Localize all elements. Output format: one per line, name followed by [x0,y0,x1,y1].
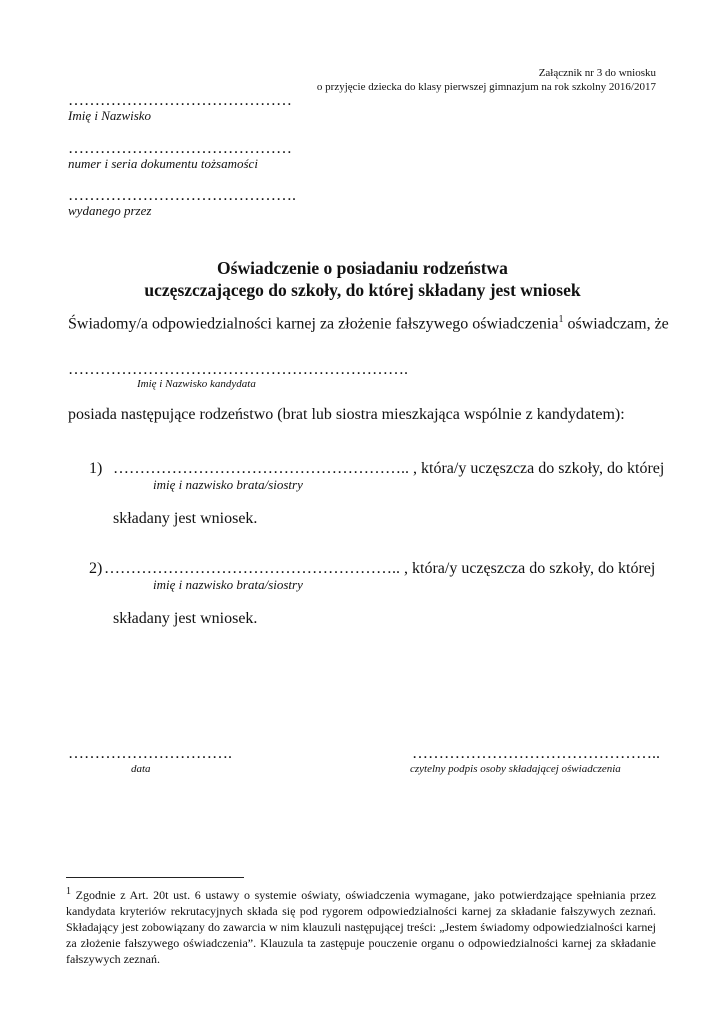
issuer-label: wydanego przez [68,203,152,218]
footnote-divider [66,877,244,878]
name-label: Imię i Nazwisko [68,108,152,123]
sibling-2-label: imię i nazwisko brata/siostry [153,577,303,592]
footnote-text: Zgodnie z Art. 20t ust. 6 ustawy o systemie oświaty, oświadczenia wymagane, jako potwierdzające spełniania przez kandydata kryteriów rekrutacyjnych składa się pod rygorem odpowiedzialności karnej za składanie fałszywych zeznań. Składający jest zobowiązany do zawarcia w nim klauzuli następującej treści: „Jestem świadomy odpowiedzialności karnej za złożenie fałszywego oświadczenia”. Klauzula ta zastępuje pouczenie organu o odpowiedzialności karnej za składanie fałszywych zeznań. [66,888,656,966]
sibling-1-dots: ……………………………………………….. , która/y uczęszcza do szkoły, do której [113,460,665,477]
date-dots: …………………………. [68,745,232,762]
issuer-dots: ……………………………………. [68,187,296,204]
signature-dots: ……………………………………….. [412,745,660,762]
document-title-line2: uczęszczającego do szkoły, do której składany jest wniosek [144,280,581,300]
document-title-line1: Oświadczenie o posiadaniu rodzeństwa [217,258,508,278]
sibling-1-number: 1) [89,460,103,477]
declaration-text-after: oświadczam, że [563,315,669,333]
footnote-number: 1 [66,886,71,897]
date-label: data [131,763,151,775]
footnote [66,884,656,967]
footnote-reference: 1 [558,314,564,325]
candidate-label: Imię i Nazwisko kandydata [137,378,256,390]
candidate-dots: ………………………………………………………. [68,361,408,378]
name-dots: …………………………………… [68,92,292,109]
attachment-label: Załącznik nr 3 do wniosku [538,67,656,79]
document-dots: …………………………………… [68,140,292,157]
sibling-1-tail: składany jest wniosek. [113,510,258,527]
sibling-2-number: 2) [89,560,103,577]
sibling-2-dots: ……………………………………………….. , która/y uczęszcza do szkoły, do której [104,560,656,577]
sibling-1-label: imię i nazwisko brata/siostry [153,477,303,492]
attachment-description: o przyjęcie dziecka do klasy pierwszej gimnazjum na rok szkolny 2016/2017 [316,81,656,93]
document-label: numer i seria dokumentu tożsamości [68,156,258,171]
declaration-text [68,314,669,333]
declaration-text-before: Świadomy/a odpowiedzialności karnej za złożenie fałszywego oświadczenia [68,315,559,333]
siblings-intro: posiada następujące rodzeństwo (brat lub siostra mieszkająca wspólnie z kandydatem): [68,406,625,423]
signature-label: czytelny podpis osoby składającej oświadczenia [410,763,621,775]
sibling-2-tail: składany jest wniosek. [113,610,258,627]
